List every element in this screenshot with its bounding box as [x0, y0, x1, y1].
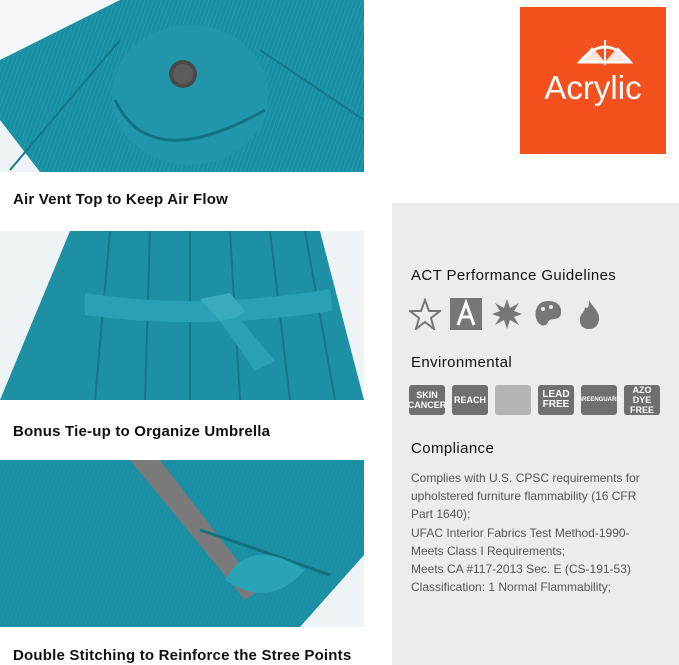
palette-icon	[532, 298, 564, 330]
environmental-title: Environmental	[411, 354, 513, 371]
skin-cancer-foundation-badge: SKIN CANCER	[409, 385, 445, 415]
caption-stitching: Double Stitching to Reinforce the Stree Points	[13, 647, 352, 664]
azo-dye-free-badge: AZO DYE FREE	[624, 385, 660, 415]
sun-burst-icon	[491, 298, 523, 330]
star-burst-icon	[409, 298, 441, 330]
act-title: ACT Performance Guidelines	[411, 267, 617, 284]
umbrella-icon	[520, 7, 666, 67]
flame-icon	[573, 298, 605, 330]
caption-air-vent: Air Vent Top to Keep Air Flow	[13, 191, 228, 208]
act-icons-row	[409, 298, 605, 330]
a-letter-icon	[450, 298, 482, 330]
compliance-line: upholstered furniture flammability (16 CFR	[411, 489, 637, 504]
stitching-photo	[0, 460, 364, 627]
compliance-line: Complies with U.S. CPSC requirements for	[411, 471, 640, 485]
compliance-line: Part 1640);	[411, 507, 471, 522]
environmental-badges-row	[409, 385, 660, 415]
compliance-title: Compliance	[411, 440, 495, 457]
caption-tie-up: Bonus Tie-up to Organize Umbrella	[13, 423, 271, 440]
air-vent-photo	[0, 0, 364, 172]
lead-free-badge: LEAD FREE	[538, 385, 574, 415]
compliance-line: Classification: 1 Normal Flammability;	[411, 580, 612, 595]
compliance-text	[411, 469, 673, 596]
compliance-line: Meets Class I Requirements;	[411, 543, 566, 558]
compliance-line: UFAC Interior Fabrics Test Method-1990-	[411, 525, 630, 540]
logo-text: Acrylic	[544, 69, 642, 106]
info-panel	[392, 203, 679, 665]
acrylic-logo	[520, 7, 666, 154]
tie-up-photo	[0, 231, 364, 400]
compliance-line: Meets CA #117-2013 Sec. E (CS-191-53)	[411, 562, 631, 577]
greenguard-badge: GREENGUARD	[581, 385, 617, 415]
seal-badge	[495, 385, 531, 415]
reach-compliant-badge: REACH	[452, 385, 488, 415]
